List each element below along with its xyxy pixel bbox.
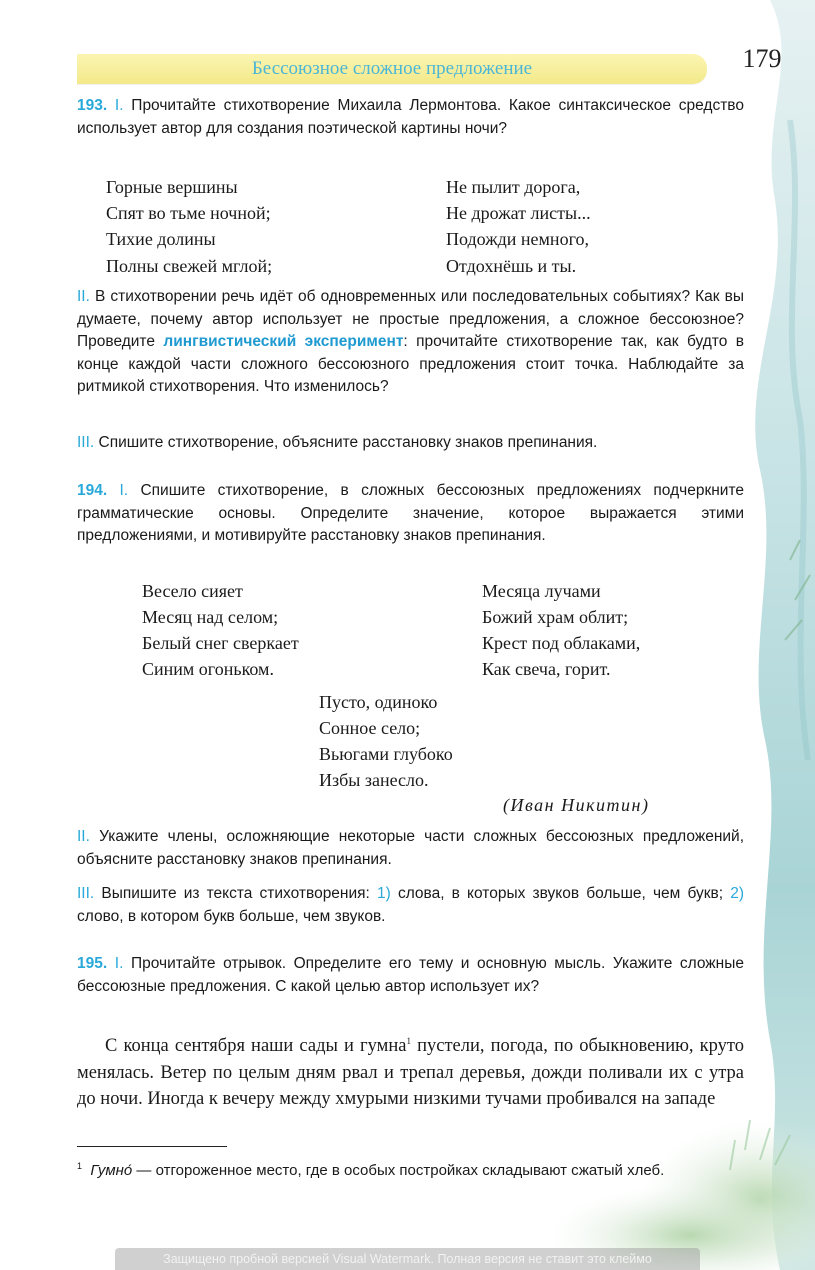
poem-line: Крест под облаками, [482, 633, 641, 653]
poem-line: Подожди немного, [446, 229, 589, 249]
prose-text: С конца сентября наши сады и гумна [105, 1036, 407, 1057]
footnote [77, 1155, 744, 1182]
task-text: Укажите члены, осложняющие некоторые части сложных бессоюзных предложений, объясните расстановку знаков препинания. [77, 828, 744, 868]
key-term: лингвистический эксперимент [163, 333, 404, 350]
prose-excerpt [77, 1028, 744, 1113]
poem-line: Спят во тьме ночной; [106, 203, 271, 223]
task-text: : прочитайте стихотворение так, как будто в конце каждой части сложного бессоюзного предложения стоит точка. Наблюдайте за ритмикой стихотворения. Что изменилось? [77, 333, 744, 395]
footnote-divider [77, 1146, 227, 1147]
poem-line: Белый снег сверкает [142, 633, 299, 653]
task-text: Спишите стихотворение, в сложных бессоюзных предложениях подчеркните грамматические основы. Определите значение, которое выражается этими предложениями, и мотивируйте расстановку знаков препинания. [77, 482, 744, 544]
exercise-194-task-1 [77, 480, 744, 548]
task-text: слова, в которых звуков больше, чем букв; [397, 885, 724, 902]
poem-line: Тихие долины [106, 229, 216, 249]
exercise-195-task-1 [77, 953, 744, 998]
exercise-number: 193. [77, 97, 108, 114]
list-number: 2) [730, 885, 745, 902]
task-part-marker: III. [77, 885, 95, 902]
footnote-mark: 1 [77, 1161, 83, 1171]
poem-line: Отдохнёшь и ты. [446, 256, 577, 276]
footnote-ref: 1 [406, 1036, 411, 1046]
task-text: слово, в котором букв больше, чем звуков. [77, 907, 386, 925]
list-number: 1) [377, 885, 391, 902]
footnote-text: — отгороженное место, где в особых постройках складывают сжатый хлеб. [136, 1162, 665, 1179]
exercise-193-task-2 [77, 286, 744, 399]
task-part-marker: I. [114, 97, 124, 114]
exercise-number: 195. [77, 955, 108, 972]
poem-line: Вьюгами глубоко [319, 744, 453, 764]
poem-line: Избы занесло. [319, 770, 429, 790]
task-part-marker: III. [77, 434, 95, 451]
exercise-number: 194. [77, 482, 108, 499]
exercise-193-task-1 [77, 95, 744, 140]
poem-line: Месяца лучами [482, 581, 601, 601]
task-part-marker: II. [77, 828, 90, 845]
poem-line: Божий храм облит; [482, 607, 629, 627]
task-part-marker: I. [114, 955, 124, 972]
poem-line: Пусто, одиноко [319, 692, 438, 712]
task-text: Прочитайте отрывок. Определите его тему и основную мысль. Укажите сложные бессоюзные предложения. С какой целью автор использует их? [77, 955, 745, 995]
prose-text: пустели, погода, по обыкновению, круто менялась. Ветер по целым дням рвал и трепал деревья, дожди поливали их с утра до ночи. Иногда к вечеру между хмурыми низкими тучами пробивался на западе [77, 1036, 745, 1110]
task-text: Спишите стихотворение, объясните расстановку знаков препинания. [98, 434, 598, 451]
poem-line: Горные вершины [106, 177, 238, 197]
poem-line: Весело сияет [142, 581, 243, 601]
task-text: Выпишите из текста стихотворения: [101, 885, 370, 902]
section-header [77, 54, 707, 84]
footnote-term: Гумно́ [90, 1162, 133, 1179]
exercise-194-task-2 [77, 826, 744, 871]
task-text: В стихотворении речь идёт об одновременных или последовательных событиях? Как вы думаете, почему автор использует не простые предложения, а сложное бессоюзное? Проведите [77, 288, 744, 350]
exercise-193-task-3 [77, 432, 744, 455]
page-number: 179 [742, 44, 782, 73]
poem-line: Как свеча, горит. [482, 659, 611, 679]
poem-line: Полны свежей мглой; [106, 256, 273, 276]
section-title: Бессоюзное сложное предложение [251, 58, 533, 79]
watermark-banner: Защищено пробной версией Visual Watermark. Полная версия не ставит это клеймо [115, 1248, 700, 1270]
poem-line: Не пылит дорога, [446, 177, 581, 197]
poem-line: Синим огоньком. [142, 659, 274, 679]
task-part-marker: I. [119, 482, 129, 499]
task-part-marker: II. [77, 288, 90, 305]
poem-line: Не дрожат листы... [446, 203, 591, 223]
exercise-194-task-3 [77, 883, 744, 928]
poem-author: (Иван Никитин) [503, 795, 650, 815]
poem-line: Сонное село; [319, 718, 421, 738]
poem-line: Месяц над селом; [142, 607, 279, 627]
task-text: Прочитайте стихотворение Михаила Лермонтова. Какое синтаксическое средство использует автор для создания поэтической картины ночи? [77, 97, 744, 137]
